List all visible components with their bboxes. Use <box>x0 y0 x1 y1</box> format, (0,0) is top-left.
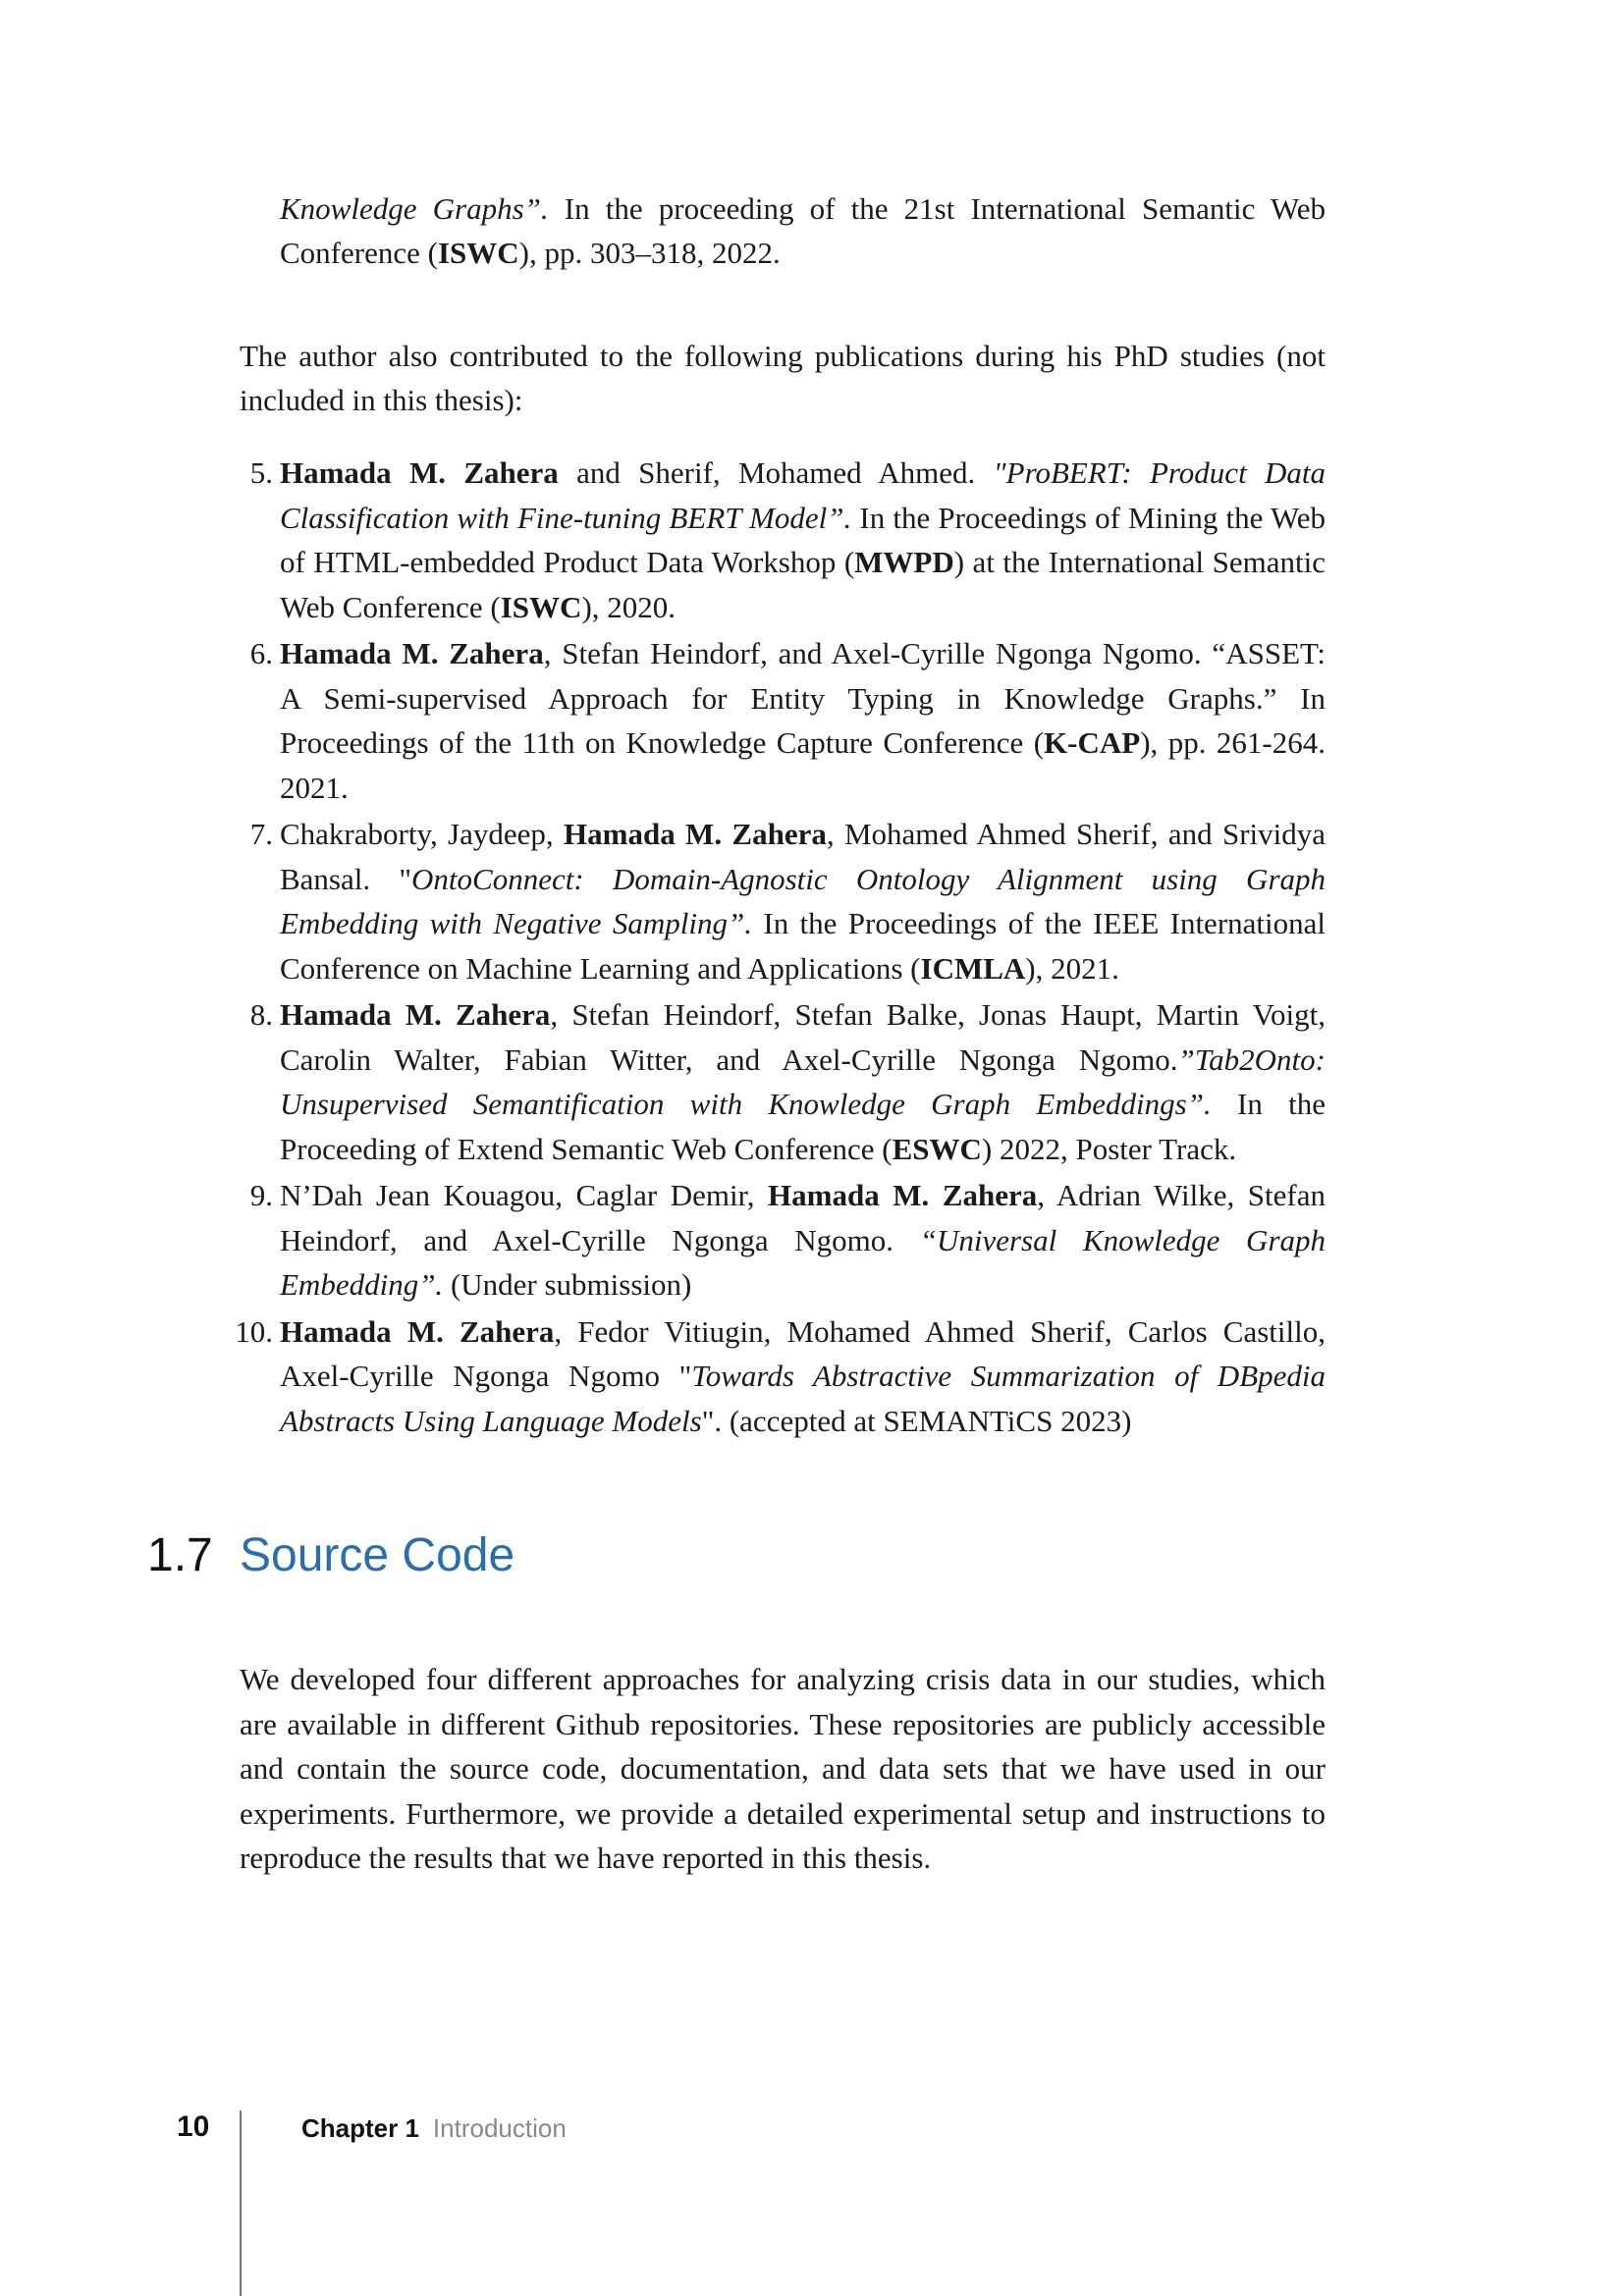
publication-item <box>235 1309 1326 1444</box>
chapter-label: Chapter 1 <box>301 2113 419 2143</box>
publication-venue: MWPD <box>854 545 954 579</box>
publication-author-bold: Hamada M. Zahera <box>280 455 559 490</box>
publication-author-bold: Hamada M. Zahera <box>768 1178 1038 1212</box>
reference-venue: ISWC <box>437 236 519 270</box>
publication-text: ) 2022, Poster Track. <box>981 1131 1237 1166</box>
publication-authors: N’Dah Jean Kouagou, Caglar Demir, <box>280 1178 769 1212</box>
publication-venue: ICMLA <box>920 950 1026 986</box>
publication-title: ”Tab2Onto: Unsupervised Semantification with Knowledge Graph Embeddings”. <box>280 1041 1326 1121</box>
publication-number: 7. <box>249 817 273 851</box>
section-title: Source Code <box>240 1529 515 1581</box>
section-number: 1.7 <box>147 1529 213 1581</box>
publication-venue: ISWC <box>500 589 582 624</box>
footer-divider <box>240 2110 242 2296</box>
publication-title: OntoConnect: Domain-Agnostic Ontology Alignment using Graph Embedding with Negative Sampling”. <box>280 861 1326 940</box>
publication-text: In the Proceedings of the IEEE International Conference on Machine Learning and Applications ( <box>280 906 1326 986</box>
publication-title: Towards Abstractive Summarization of DBpedia Abstracts Using Language Models <box>280 1359 1326 1438</box>
publication-authors: , Mohamed Ahmed Sherif, and Srividya Bansal. " <box>280 817 1326 896</box>
publication-item <box>240 631 1326 810</box>
publication-authors: , Stefan Heindorf, Stefan Balke, Jonas Haupt, Martin Voigt, Carolin Walter, Fabian Witter, and Axel-Cyrille Ngonga Ngomo. <box>280 997 1326 1077</box>
running-footer <box>301 2113 567 2144</box>
publication-number: 8. <box>249 997 273 1032</box>
continued-reference <box>280 187 1326 275</box>
publication-author-bold: Hamada M. Zahera <box>564 817 827 851</box>
publication-text: ), 2020. <box>581 589 677 624</box>
publication-venue: K-CAP <box>1044 725 1141 760</box>
publication-title: "ProBERT: Product Data Classification with Fine-tuning BERT Model”. <box>280 455 1326 535</box>
publication-number: 5. <box>249 455 273 490</box>
publication-authors: , Fedor Vitiugin, Mohamed Ahmed Sherif, Carlos Castillo, Axel-Cyrille Ngonga Ngomo " <box>280 1313 1326 1393</box>
publication-item <box>240 812 1326 990</box>
body-paragraph: We developed four different approaches for analyzing crisis data in our studies, which are available in different Github repositories. These repositories are publicly accessible and contain the source code, documentation, and data sets that we have used in our experiments. Furthermore, we provide a detailed experimental setup and instructions to reproduce the results that we have reported in this thesis. <box>240 1662 1326 1875</box>
reference-text: ), pp. 303–318, 2022. <box>518 236 781 270</box>
publication-text: ". (accepted at SEMANTiCS 2023) <box>701 1403 1132 1438</box>
reference-text: In the proceeding of the 21st International Semantic Web Conference ( <box>280 191 1326 270</box>
publication-authors: , Stefan Heindorf, and Axel-Cyrille Ngonga Ngomo. “ASSET: A Semi-supervised Approach for Entity Typing in Knowledge Graphs.” In Proceedings of the 11th on Knowledge Capture Conference ( <box>280 636 1326 760</box>
publication-text: ), 2021. <box>1025 950 1119 986</box>
publication-venue: ESWC <box>892 1131 982 1166</box>
publication-text: In the Proceedings of Mining the Web of HTML-embedded Product Data Workshop ( <box>280 500 1326 579</box>
publication-text: In the Proceeding of Extend Semantic Web Conference ( <box>280 1087 1326 1166</box>
section-heading <box>147 1526 514 1585</box>
publication-author-bold: Hamada M. Zahera <box>280 636 544 670</box>
page-number: 10 <box>177 2110 210 2143</box>
publication-text: ), pp. 261-264. 2021. <box>280 725 1326 805</box>
publication-number: 6. <box>249 636 273 670</box>
publication-item <box>240 992 1326 1171</box>
publication-number: 9. <box>249 1178 273 1212</box>
publication-item <box>240 451 1326 629</box>
reference-title-end: Knowledge Graphs”. <box>280 191 549 226</box>
publication-item <box>240 1173 1326 1308</box>
publication-number: 10. <box>235 1313 273 1349</box>
publication-authors: Chakraborty, Jaydeep, <box>280 817 565 851</box>
publication-author-bold: Hamada M. Zahera <box>280 1313 555 1349</box>
publication-authors: , Adrian Wilke, Stefan Heindorf, and Axel-Cyrille Ngonga Ngomo. <box>280 1178 1326 1257</box>
publication-text: ) at the International Semantic Web Conference ( <box>280 545 1326 624</box>
publication-text: (Under submission) <box>443 1267 692 1302</box>
chapter-title: Introduction <box>432 2113 567 2143</box>
publication-title: “Universal Knowledge Graph Embedding”. <box>280 1222 1326 1302</box>
publication-author-bold: Hamada M. Zahera <box>280 997 551 1032</box>
intro-paragraph: The author also contributed to the following publications during his PhD studies (not included in this thesis): <box>240 339 1326 417</box>
publication-authors: and Sherif, Mohamed Ahmed. <box>558 455 994 490</box>
publication-list <box>235 451 1326 1445</box>
